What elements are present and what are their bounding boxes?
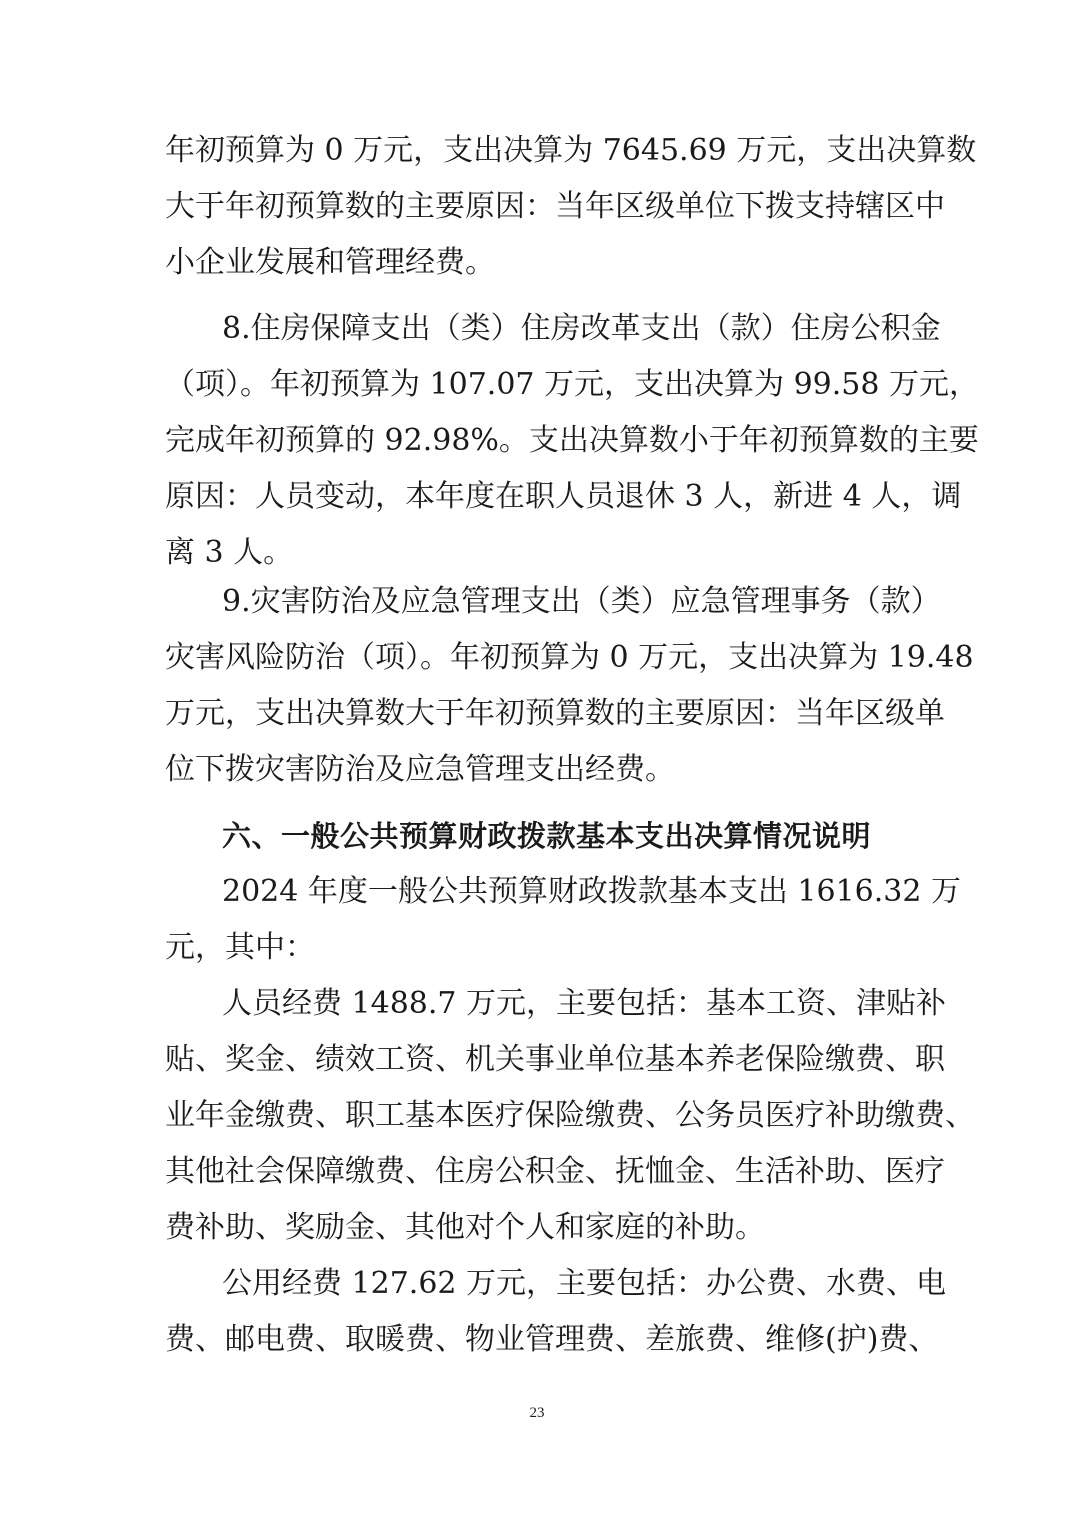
page-number: 23	[529, 1405, 545, 1421]
text-line: 公用经费 127.62 万元，主要包括：办公费、水费、电	[222, 1266, 947, 1301]
text-line: 原因：人员变动，本年度在职人员退休 3 人，新进 4 人，调	[165, 479, 962, 514]
text-line: 贴、奖金、绩效工资、机关事业单位基本养老保险缴费、职	[165, 1042, 945, 1077]
text-line: 9.灾害防治及应急管理支出（类）应急管理事务（款）	[222, 584, 941, 619]
text-line: 大于年初预算数的主要原因：当年区级单位下拨支持辖区中	[165, 189, 945, 224]
text-line: 费、邮电费、取暖费、物业管理费、差旅费、维修(护)费、	[165, 1322, 939, 1357]
text-line: 8.住房保障支出（类）住房改革支出（款）住房公积金	[222, 311, 941, 346]
text-line: 其他社会保障缴费、住房公积金、抚恤金、生活补助、医疗	[165, 1154, 945, 1189]
text-line: 年初预算为 0 万元，支出决算为 7645.69 万元，支出决算数	[165, 133, 977, 168]
text-line: 业年金缴费、职工基本医疗保险缴费、公务员医疗补助缴费、	[165, 1098, 975, 1133]
text-line: 费补助、奖励金、其他对个人和家庭的补助。	[165, 1210, 765, 1245]
text-line: 位下拨灾害防治及应急管理支出经费。	[165, 752, 675, 787]
text-line: 人员经费 1488.7 万元，主要包括：基本工资、津贴补	[222, 986, 947, 1021]
text-line: 离 3 人。	[165, 535, 294, 570]
text-line: 完成年初预算的 92.98%。支出决算数小于年初预算数的主要	[165, 423, 979, 458]
text-line: 万元，支出决算数大于年初预算数的主要原因：当年区级单	[165, 696, 945, 731]
text-line: 小企业发展和管理经费。	[165, 245, 495, 280]
text-line: 灾害风险防治（项）。年初预算为 0 万元，支出决算为 19.48	[165, 640, 974, 675]
section-heading: 六、一般公共预算财政拨款基本支出决算情况说明	[222, 819, 872, 853]
text-line: （项）。年初预算为 107.07 万元，支出决算为 99.58 万元，	[165, 367, 979, 402]
text-line: 2024 年度一般公共预算财政拨款基本支出 1616.32 万	[222, 874, 962, 909]
text-line: 元，其中：	[165, 930, 315, 965]
